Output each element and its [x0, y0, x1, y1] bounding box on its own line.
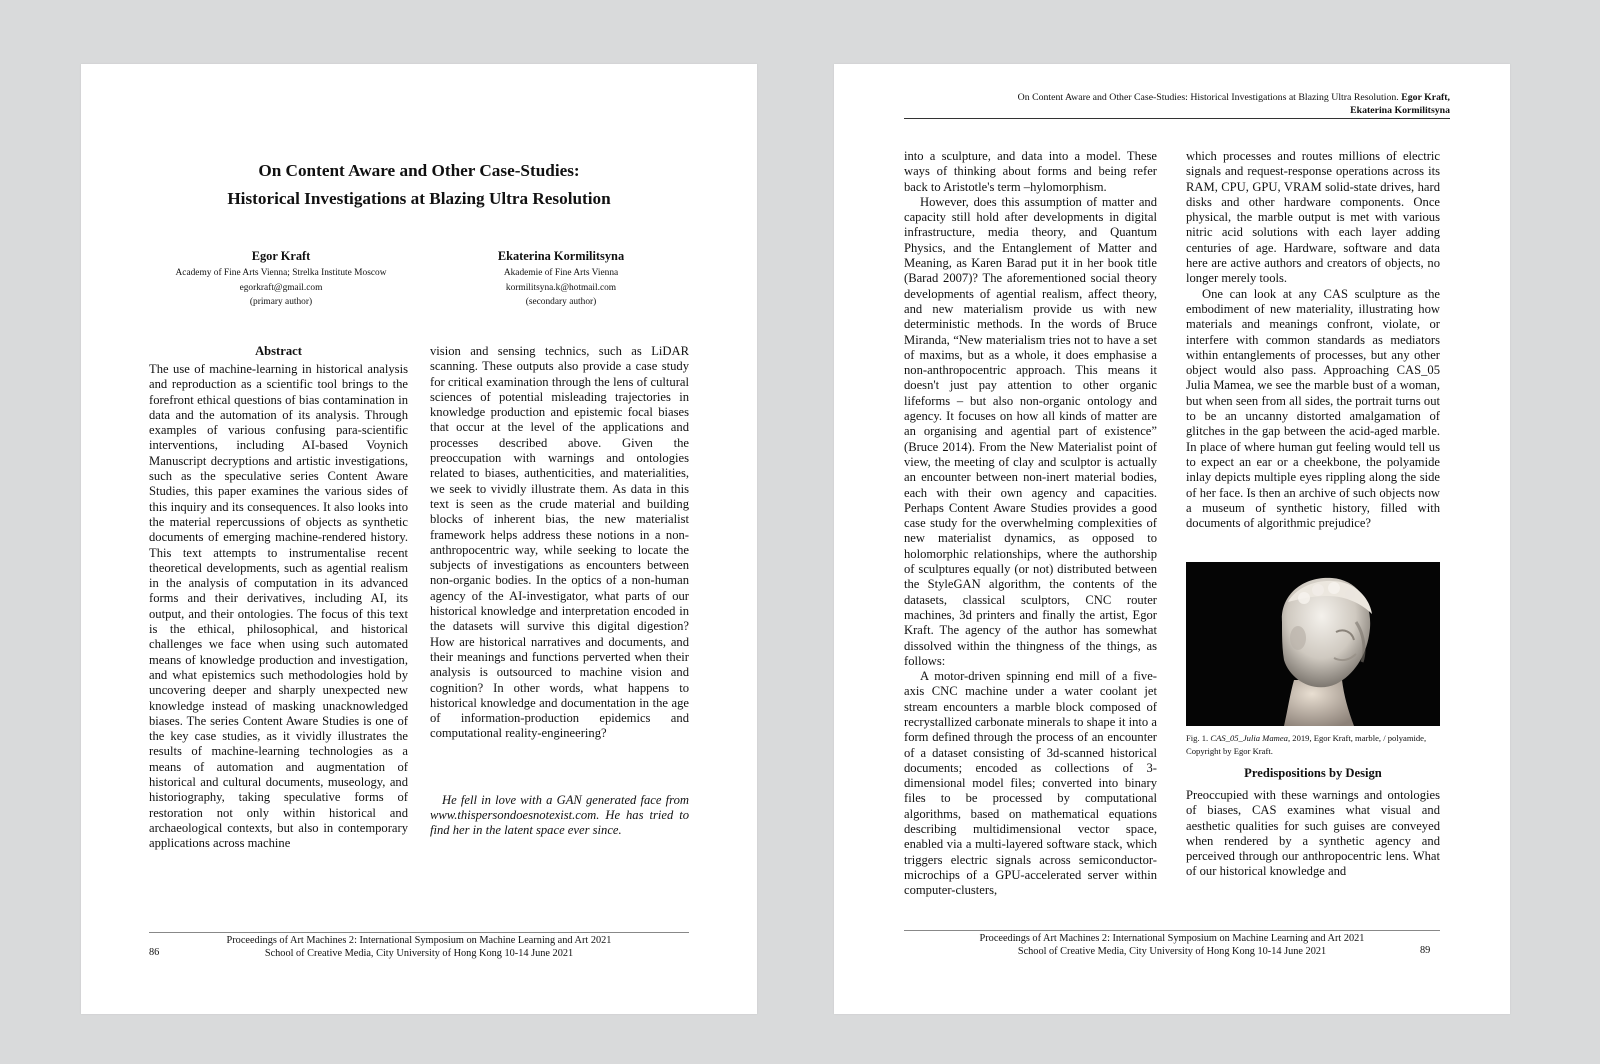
- body-paragraph: One can look at any CAS sculpture as the embodiment of new materiality, illustrating how materials and meanings confront, violate, or interfere with common standards as mediators within entanglements of processes, but any other object would also pass. Approaching CAS_05 Julia Mamea, we see the marble bust of a woman, but when seen from all sides, the portrait turns out to be an uncanny distorted amalgamation of glitches in the gap between the acid-aged marble. In place of where human gut feeling would tell us to expect an ear or a cheekbone, the polyamide inlay depicts multiple eyes rippling along the side of her face. Is then an archive of such objects now a museum of synthetic history, filled with documents of algorithmic prejudice?: [1186, 286, 1440, 531]
- running-head-author2: Ekaterina Kormilitsyna: [1350, 104, 1450, 116]
- figure-julia-mamea-photo: [1186, 562, 1440, 726]
- footer-proceedings: [149, 934, 689, 960]
- paper-title-line1: On Content Aware and Other Case-Studies:: [258, 161, 580, 180]
- body-paragraph: which processes and routes millions of electric signals and request-response operations across its RAM, CPU, GPU, VRAM solid-state drives, hard disks and other hardware components. Once physical, the marble output is met with various nitric acid solutions with each layer adding centuries of age. Hardware, software and data here are active authors and creators of objects, no longer merely tools.: [1186, 149, 1440, 286]
- figure-caption-title: CAS_05_Julia Mamea,: [1210, 733, 1291, 743]
- figure-caption-label: Fig. 1.: [1186, 733, 1209, 743]
- author-role: (secondary author): [525, 297, 597, 308]
- figure-caption: [1186, 732, 1440, 758]
- section-heading: Predispositions by Design: [1244, 766, 1382, 780]
- body-paragraph: into a sculpture, and data into a model. These ways of thinking about forms and being refer back to Aristotle's term –hylomorphism.: [904, 149, 1157, 194]
- author-affiliation: Academy of Fine Arts Vienna; Strelka Institute Moscow: [175, 268, 387, 278]
- running-head: [894, 92, 1450, 117]
- author-block-primary: [151, 247, 411, 310]
- author-role: (primary author): [249, 297, 313, 308]
- body-column-2: [1186, 149, 1440, 531]
- footer-line-1: Proceedings of Art Machines 2: International Symposium on Machine Learning and Art 2021: [979, 933, 1365, 944]
- author-email: egorkraft@gmail.com: [239, 282, 323, 293]
- page-86: [81, 64, 757, 1014]
- page-89: [834, 64, 1510, 1014]
- running-head-rule: [904, 118, 1450, 119]
- author-email: kormilitsyna.k@hotmail.com: [505, 282, 617, 293]
- footer-line-2: School of Creative Media, City University of Hong Kong 10-14 June 2021: [1017, 946, 1327, 957]
- author-affiliation: Akademie of Fine Arts Vienna: [503, 268, 619, 278]
- abstract-column-1: The use of machine-learning in historical analysis and reproduction as a scientific tool brings to the forefront ethical questions of bias contamination in data and the automation of its analysis. Through examples of various confusing para-scientific interventions, including AI-based Voynich Manuscript decryptions and artistic investigations, such as the speculative series Content Aware Studies, this paper examines the various sides of this inquiry and its consequences. It also looks into the material repercussions of objects as synthetic documents of emerging machine-rendered history. This text attempts to instrumentalise recent theoretical developments, such as agential realism in the analysis of computation in its advanced forms and their derivatives, including AI, its output, and their ontologies. The focus of this text is the ethical, philosophical, and historical challenges we face when using such automated means of knowledge production and investigation, and what epistemics such methodologies hold by uncovering deeper and sharply unexpected new knowledge instead of masking unacknowledged biases. The series Content Aware Studies is one of the key case studies, as it vividly illustrates the results of machine-learning technologies as a means of automation and augmentation of historical and cultural documents, museology, and historiography, taking speculative forms of restoration not only within historical and archaeological contexts, but also in contemporary applications across machine: [149, 362, 408, 851]
- epigraph: He fell in love with a GAN generated face from www.thispersondoesnotexist.com. He has tried to find her in the latent space ever since.: [430, 792, 689, 838]
- running-head-title: On Content Aware and Other Case-Studies: Historical Investigations at Blazing Ultra Resolution.: [1017, 92, 1399, 103]
- marble-bust-image: [1186, 562, 1440, 726]
- body-paragraph: However, does this assumption of matter and capacity still hold after developments in digital infrastructure, media theory, and Quantum Physics, and the Entanglement of Matter and Meaning, as Karen Barad put it in her book title (Barad 2007)? The aforementioned social theory developments of agential realism, affect theory, and new materialism provide us with new deterministic methods. In the words of Bruce Miranda, “New materialism tries not to have a set of maxims, but as a whole, it does emphasise a non-anthropocentric approach. This means it doesn't just pay attention to other organic lifeforms – but also non-organic ontology and agency. It focuses on how all kinds of matter are an organising and agential part of existence” (Bruce 2014). From the New Materialist point of view, the meeting of clay and sculptor is actually an encounter between non-inert material bodies, each with their own agency and capacities. Perhaps Content Aware Studies provides a good case study for the overwhelming complexities of new materialist dynamics, as opposed to holomorphic relationships, where the authorship of sculptures equally (or not) distributed between the StyleGAN algorithm, the contents of the datasets, classical sculptors, CNC router machines, 3d printers and finally the artist, Egor Kraft. The agency of the author has somewhat dissolved within the thingness of the things, as follows:: [904, 194, 1157, 668]
- author-block-secondary: [436, 247, 686, 310]
- figure-caption-text: 2019, Egor Kraft, marble, / polyamide, Copyright by Egor Kraft.: [1186, 733, 1427, 756]
- page-number: 89: [1420, 945, 1431, 956]
- body-paragraph: A motor-driven spinning end mill of a five-axis CNC machine under a water coolant jet stream encounters a marble block composed of recrystallized carbonate minerals to shape it into a form defined through the process of an encounter of a dataset consisting of 3d-scanned historical documents; encoded as collections of 3-dimensional model files; converted into binary files to be processed by computational algorithms, based on mathematical equations describing multidimensional vector space, enabled via a multi-layered software stack, which triggers electric signals across semiconductor-microchips of a GPU-accelerated server within computer-clusters,: [904, 669, 1157, 898]
- footer-proceedings: [904, 932, 1440, 958]
- footer-line-1: Proceedings of Art Machines 2: International Symposium on Machine Learning and Art 2021: [226, 935, 612, 946]
- footer-line-2: School of Creative Media, City University of Hong Kong 10-14 June 2021: [264, 948, 574, 959]
- page-number: 86: [149, 947, 160, 958]
- running-head-author1: Egor Kraft,: [1401, 92, 1450, 103]
- paper-title-line2: Historical Investigations at Blazing Ultra Resolution: [227, 189, 611, 208]
- footer-rule: [149, 932, 689, 933]
- author-name: Ekaterina Kormilitsyna: [497, 249, 625, 263]
- author-name: Egor Kraft: [251, 249, 311, 263]
- body-paragraph: Preoccupied with these warnings and ontologies of biases, CAS examines what visual and aesthetic qualities for such guises are conveyed when rendered by a synthetic agency and perceived through our anthropocentric lens. What of our historical knowledge and: [1186, 788, 1440, 879]
- abstract-heading: Abstract: [255, 344, 302, 358]
- body-column-1: [904, 149, 1157, 899]
- footer-rule: [904, 930, 1440, 931]
- abstract-column-2: vision and sensing technics, such as LiDAR scanning. These outputs also provide a case study for critical examination through the lens of cultural sciences of potential misleading trajectories in knowledge production and epistemic focal biases that occur at the level of the applications and processes described above. Given the preoccupation with warnings and ontologies related to biases, authenticities, and materialities, we seek to vividly illustrate them. As data in this text is seen as the crude material and building blocks of inherent bias, the new materialist framework helps address these notions in a non-anthropocentric way, while seeking to locate the subjects of investigations as encounters between non-organic bodies. In the optics of a non-human agency of the AI-investigator, what parts of our historical knowledge and interpretation encoded in the datasets will survive this digital digestion? How are historical narratives and documents, and their meanings and functions perverted when their analysis is outsourced to machine vision and cognition? In other words, what happens to historical knowledge and documentation in the age of information-production epidemics and computational reality-engineering?: [430, 344, 689, 741]
